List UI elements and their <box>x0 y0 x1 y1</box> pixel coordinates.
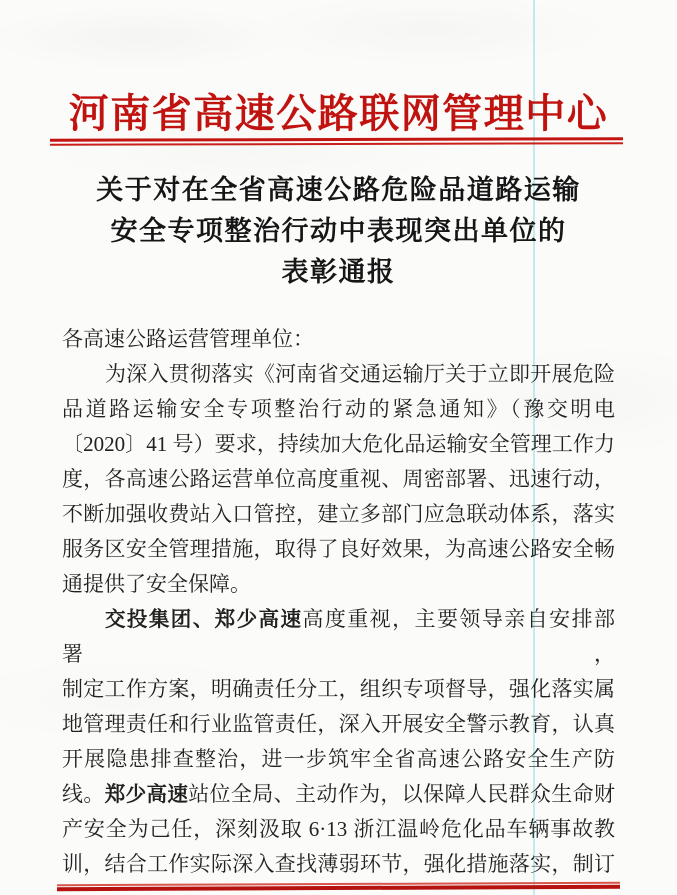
paragraph1-line-5: 不断加强收费站入口管控，建立多部门应急联动体系，落实 <box>62 502 615 526</box>
paragraph2-line-1 <box>62 602 615 672</box>
paragraph2-line-5 <box>62 777 615 812</box>
page-bottom-double-rule <box>57 882 620 891</box>
salutation-line: 各高速公路运营管理单位： <box>62 327 314 351</box>
document-title-line-1: 关于对在全省高速公路危险品道路运输 <box>96 175 581 205</box>
paragraph1-line-6: 服务区安全管理措施，取得了良好效果，为高速公路安全畅 <box>62 537 615 561</box>
paragraph2-line-5-rest: 站位全局、主动作为，以保障人民群众生命财 <box>188 782 616 806</box>
bold-unit-names: 交投集团、郑少高速 <box>105 608 303 631</box>
bold-unit-name-zhengshao: 郑少高速 <box>104 783 189 806</box>
paragraph1-line-7: 通提供了安全保障。 <box>62 572 251 596</box>
paragraph2-line-1-rest: 高度重视，主要领导亲自安排部署， <box>62 607 616 666</box>
paragraph2-line-5-pre: 线。 <box>62 782 105 806</box>
document-title-line-3: 表彰通报 <box>281 257 396 287</box>
paragraph1-line-1: 为深入贯彻落实《河南省交通运输厅关于立即开展危险 <box>105 362 615 386</box>
document-title-line-2: 安全专项整治行动中表现突出单位的 <box>110 216 567 246</box>
letterhead-rule-thin <box>50 142 623 146</box>
letterhead-org-name: 河南省高速公路联网管理中心 <box>68 91 609 136</box>
document-body <box>62 322 615 882</box>
paragraph1-line-2: 品道路运输安全专项整治行动的紧急通知》（豫交明电 <box>62 397 615 421</box>
paragraph1-line-3: 〔2020〕41 号）要求，持续加大危化品运输安全管理工作力 <box>62 432 615 456</box>
paragraph2-line-6: 产安全为己任，深刻汲取 6·13 浙江温岭危化品车辆事故教 <box>62 817 615 841</box>
paragraph2-line-4: 开展隐患排查整治，进一步筑牢全省高速公路安全生产防 <box>62 747 615 771</box>
document-title <box>0 170 677 293</box>
paragraph1-line-4: 度，各高速公路运营单位高度重视、周密部署、迅速行动， <box>62 467 615 491</box>
paragraph2-line-2: 制定工作方案，明确责任分工，组织专项督导，强化落实属 <box>62 677 615 701</box>
paragraph2-line-3: 地管理责任和行业监管责任，深入开展安全警示教育，认真 <box>62 712 615 736</box>
letterhead-double-rule <box>50 137 623 146</box>
paragraph2-line-7: 训，结合工作实际深入查找薄弱环节，强化措施落实，制订 <box>62 852 615 876</box>
